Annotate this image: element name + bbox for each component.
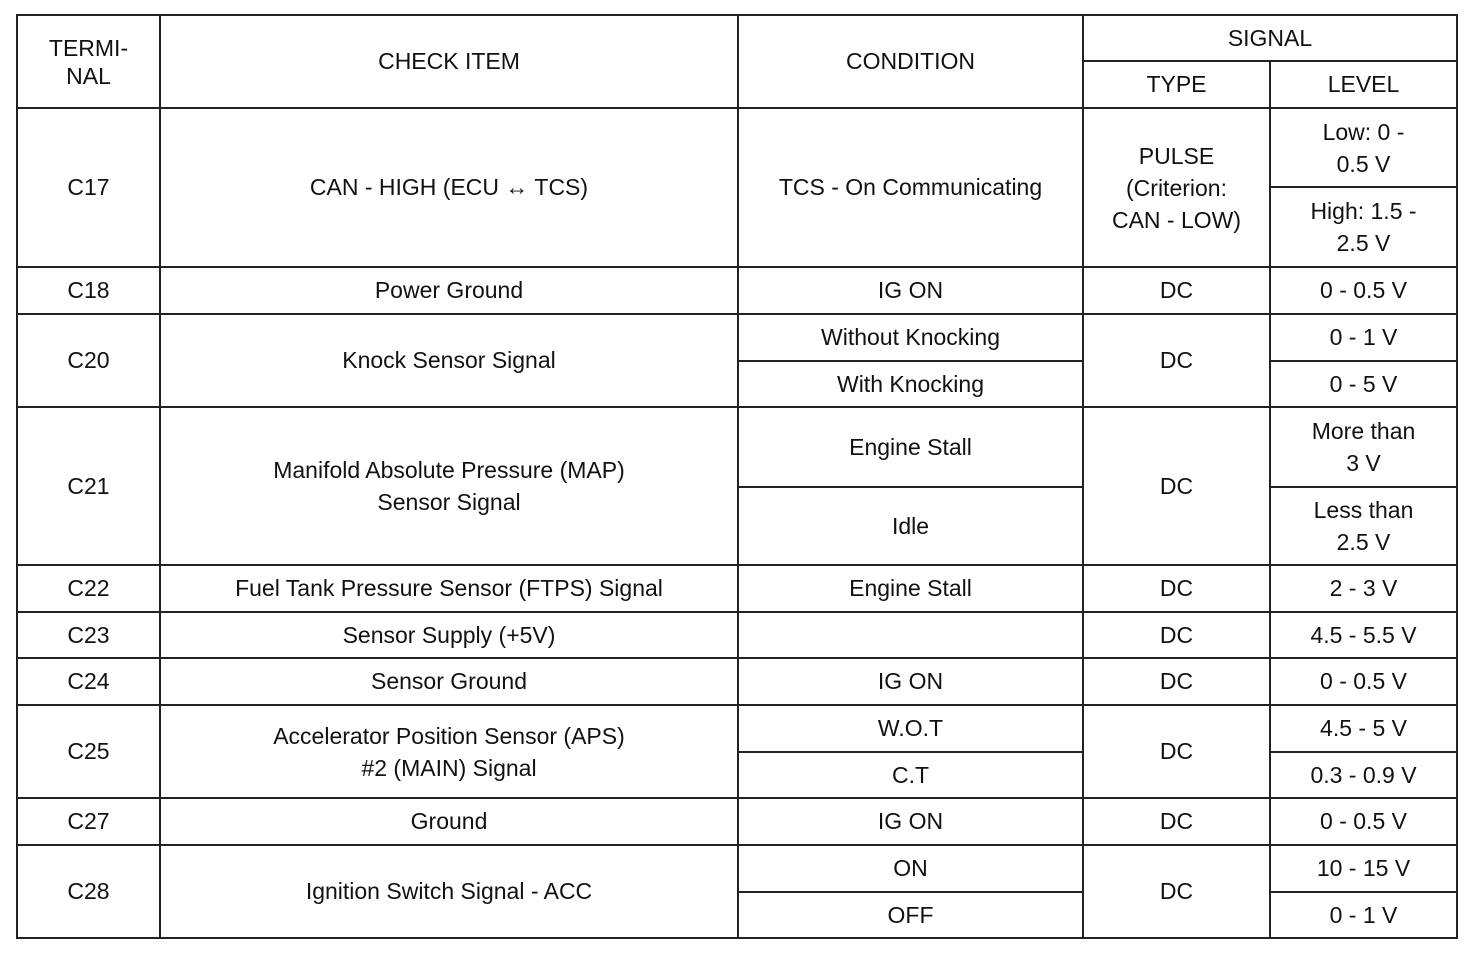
check-item-line-1: Manifold Absolute Pressure (MAP) (273, 457, 625, 483)
terminal-cell: C17 (17, 108, 160, 267)
type-cell: DC (1083, 705, 1270, 798)
level-line-1: Low: 0 - (1322, 118, 1405, 145)
level-cell: 0.3 - 0.9 V (1270, 752, 1457, 798)
condition-cell: IG ON (738, 658, 1083, 705)
level-cell (1270, 487, 1457, 565)
level-cell: 4.5 - 5 V (1270, 705, 1457, 752)
terminal-cell: C25 (17, 705, 160, 798)
type-cell: DC (1083, 612, 1270, 658)
level-cell: 0 - 1 V (1270, 314, 1457, 361)
header-level: LEVEL (1270, 61, 1457, 108)
condition-cell: TCS - On Communicating (738, 108, 1083, 267)
level-cell-high (1270, 187, 1457, 267)
terminal-cell: C23 (17, 612, 160, 658)
level-line-1: More than (1311, 418, 1416, 444)
table-row-c23 (17, 612, 1457, 658)
table-row-c25 (17, 705, 1457, 752)
type-cell: DC (1083, 658, 1270, 705)
check-item-line-2: Sensor Signal (377, 489, 521, 515)
level-line-1: Less than (1313, 497, 1414, 523)
check-item-line-2: #2 (MAIN) Signal (361, 754, 537, 781)
check-item-cell: Knock Sensor Signal (160, 314, 738, 407)
level-line-1: High: 1.5 - (1310, 198, 1417, 224)
condition-cell (738, 612, 1083, 658)
check-item-cell: CAN - HIGH (ECU ↔ TCS) (160, 108, 738, 267)
header-signal: SIGNAL (1083, 15, 1457, 61)
level-line-2: 2.5 V (1336, 529, 1391, 555)
condition-cell: W.O.T (738, 705, 1083, 752)
condition-cell: Idle (738, 487, 1083, 565)
level-line-2: 0.5 V (1336, 150, 1391, 177)
condition-cell: IG ON (738, 267, 1083, 314)
terminal-check-table (16, 14, 1458, 939)
level-cell-low (1270, 108, 1457, 187)
terminal-check-table-container (16, 14, 1458, 939)
header-terminal-line-2: NAL (66, 62, 111, 89)
terminal-cell: C20 (17, 314, 160, 407)
condition-cell: C.T (738, 752, 1083, 798)
level-cell: 0 - 1 V (1270, 892, 1457, 938)
condition-cell: Engine Stall (738, 565, 1083, 612)
table-row-c20 (17, 314, 1457, 361)
terminal-cell: C28 (17, 845, 160, 938)
type-cell: DC (1083, 407, 1270, 565)
condition-cell: Without Knocking (738, 314, 1083, 361)
header-type: TYPE (1083, 61, 1270, 108)
condition-cell: Engine Stall (738, 407, 1083, 487)
level-cell: 4.5 - 5.5 V (1270, 612, 1457, 658)
check-item-cell: Ignition Switch Signal - ACC (160, 845, 738, 938)
level-line-2: 3 V (1346, 450, 1381, 476)
level-cell: 0 - 0.5 V (1270, 798, 1457, 845)
check-item-cell (160, 407, 738, 565)
table-row-c27 (17, 798, 1457, 845)
terminal-cell: C21 (17, 407, 160, 565)
level-cell: 0 - 5 V (1270, 361, 1457, 407)
check-item-cell: Fuel Tank Pressure Sensor (FTPS) Signal (160, 565, 738, 612)
check-item-cell: Ground (160, 798, 738, 845)
condition-cell: With Knocking (738, 361, 1083, 407)
header-terminal (17, 15, 160, 108)
table-row-c24 (17, 658, 1457, 705)
level-cell: 0 - 0.5 V (1270, 267, 1457, 314)
header-row-top (17, 15, 1457, 61)
header-condition: CONDITION (738, 15, 1083, 108)
type-cell: DC (1083, 267, 1270, 314)
condition-cell: ON (738, 845, 1083, 892)
check-item-cell (160, 705, 738, 798)
check-item-cell: Power Ground (160, 267, 738, 314)
type-cell: DC (1083, 798, 1270, 845)
header-check-item: CHECK ITEM (160, 15, 738, 108)
level-cell: 10 - 15 V (1270, 845, 1457, 892)
table-row-c21 (17, 407, 1457, 487)
type-line-1: PULSE (1138, 142, 1215, 169)
type-cell: DC (1083, 314, 1270, 407)
type-cell (1083, 108, 1270, 267)
header-terminal-line-1: TERMI- (48, 34, 129, 61)
terminal-cell: C27 (17, 798, 160, 845)
level-line-2: 2.5 V (1336, 230, 1391, 256)
check-item-cell: Sensor Ground (160, 658, 738, 705)
terminal-cell: C22 (17, 565, 160, 612)
condition-cell: IG ON (738, 798, 1083, 845)
terminal-cell: C24 (17, 658, 160, 705)
type-line-3: CAN - LOW) (1111, 206, 1242, 233)
level-cell: 2 - 3 V (1270, 565, 1457, 612)
level-cell: 0 - 0.5 V (1270, 658, 1457, 705)
check-item-cell: Sensor Supply (+5V) (160, 612, 738, 658)
level-cell (1270, 407, 1457, 487)
table-row-c22 (17, 565, 1457, 612)
terminal-cell: C18 (17, 267, 160, 314)
type-cell: DC (1083, 845, 1270, 938)
type-line-2: (Criterion: (1126, 174, 1227, 201)
check-item-line-1: Accelerator Position Sensor (APS) (273, 722, 625, 749)
condition-cell: OFF (738, 892, 1083, 938)
table-row-c28 (17, 845, 1457, 892)
type-cell: DC (1083, 565, 1270, 612)
table-row-c17 (17, 108, 1457, 187)
table-row-c18 (17, 267, 1457, 314)
